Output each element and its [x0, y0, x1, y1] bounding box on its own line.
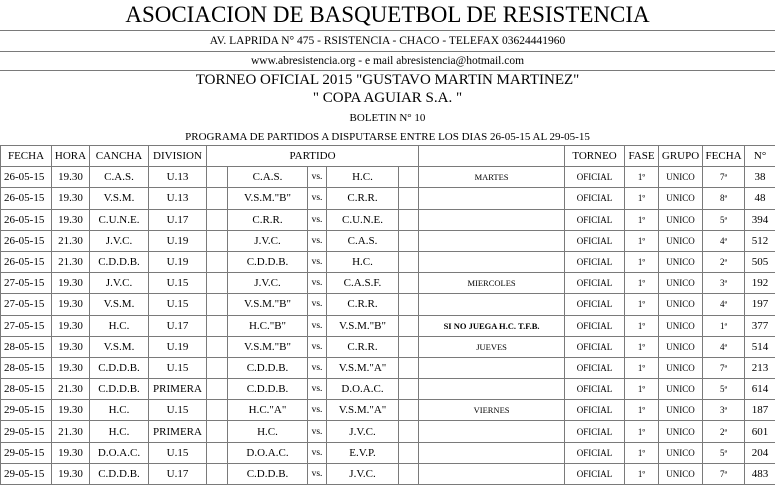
- cell-fase: 1º: [625, 188, 659, 209]
- cell-note: [419, 294, 565, 315]
- cell-fase: 1º: [625, 209, 659, 230]
- cell-fecha-numero: 7ª: [703, 357, 745, 378]
- table-row: [1, 167, 775, 188]
- cell-fase: 1º: [625, 442, 659, 463]
- cell-hora: 19.30: [52, 315, 90, 336]
- cell-cancha: H.C.: [90, 421, 149, 442]
- column-header-nota: [419, 146, 565, 167]
- cell-fase: 1º: [625, 273, 659, 294]
- cell-fase: 1º: [625, 336, 659, 357]
- cell-spacer-left: [207, 251, 228, 272]
- cell-cancha: C.U.N.E.: [90, 209, 149, 230]
- cell-visiting-team: J.V.C.: [327, 463, 399, 484]
- cell-vs: vs.: [308, 379, 327, 400]
- cell-numero: 192: [745, 273, 775, 294]
- cell-hora: 19.30: [52, 167, 90, 188]
- cell-note: [419, 209, 565, 230]
- cell-numero: 505: [745, 251, 775, 272]
- cell-spacer-left: [207, 379, 228, 400]
- cell-cancha: C.D.D.B.: [90, 251, 149, 272]
- schedule-table: [0, 145, 775, 485]
- cell-fecha: 29-05-15: [1, 400, 52, 421]
- cell-fase: 1º: [625, 379, 659, 400]
- cell-grupo: UNICO: [659, 209, 703, 230]
- column-header-fase: FASE: [625, 146, 659, 167]
- cell-visiting-team: C.U.N.E.: [327, 209, 399, 230]
- cell-hora: 19.30: [52, 294, 90, 315]
- cell-hora: 19.30: [52, 188, 90, 209]
- cell-grupo: UNICO: [659, 315, 703, 336]
- cell-grupo: UNICO: [659, 463, 703, 484]
- cell-division: U.13: [149, 167, 207, 188]
- cell-fecha-numero: 7ª: [703, 463, 745, 484]
- cell-division: U.15: [149, 400, 207, 421]
- cell-torneo: OFICIAL: [565, 357, 625, 378]
- cell-fecha: 28-05-15: [1, 336, 52, 357]
- cell-fecha-numero: 8ª: [703, 188, 745, 209]
- cell-local-team: J.V.C.: [228, 273, 308, 294]
- cell-local-team: H.C.: [228, 421, 308, 442]
- cell-vs: vs.: [308, 357, 327, 378]
- program-subtitle: PROGRAMA DE PARTIDOS A DISPUTARSE ENTRE LOS DIAS 26-05-15 AL 29-05-15: [185, 131, 590, 143]
- cell-local-team: C.R.R.: [228, 209, 308, 230]
- cell-torneo: OFICIAL: [565, 442, 625, 463]
- cell-division: U.19: [149, 251, 207, 272]
- cell-spacer-right: [399, 315, 419, 336]
- table-row: [1, 442, 775, 463]
- address-line: AV. LAPRIDA N° 475 - RSISTENCIA - CHACO - TELEFAX 03624441960: [0, 31, 775, 52]
- cell-spacer-right: [399, 251, 419, 272]
- cell-grupo: UNICO: [659, 421, 703, 442]
- cell-fecha-numero: 2ª: [703, 421, 745, 442]
- cell-numero: 48: [745, 188, 775, 209]
- cell-hora: 21.30: [52, 230, 90, 251]
- cell-division: U.19: [149, 230, 207, 251]
- cell-cancha: C.D.D.B.: [90, 463, 149, 484]
- column-header-fecha-numero: FECHA: [703, 146, 745, 167]
- cell-spacer-left: [207, 273, 228, 294]
- column-header-numero: N°: [745, 146, 775, 167]
- cell-visiting-team: C.R.R.: [327, 336, 399, 357]
- cell-fase: 1º: [625, 463, 659, 484]
- cell-fecha-numero: 3ª: [703, 400, 745, 421]
- cell-torneo: OFICIAL: [565, 167, 625, 188]
- cell-fecha: 29-05-15: [1, 442, 52, 463]
- cell-visiting-team: C.A.S.: [327, 230, 399, 251]
- cell-vs: vs.: [308, 294, 327, 315]
- cell-grupo: UNICO: [659, 379, 703, 400]
- cell-hora: 19.30: [52, 336, 90, 357]
- cell-vs: vs.: [308, 442, 327, 463]
- cell-spacer-left: [207, 421, 228, 442]
- column-header-hora: HORA: [52, 146, 90, 167]
- cell-spacer-right: [399, 167, 419, 188]
- cell-numero: 512: [745, 230, 775, 251]
- bulletin-title: BOLETIN N° 10: [349, 112, 426, 124]
- cell-grupo: UNICO: [659, 188, 703, 209]
- cell-grupo: UNICO: [659, 251, 703, 272]
- cell-division: U.17: [149, 463, 207, 484]
- table-row: [1, 421, 775, 442]
- cell-grupo: UNICO: [659, 442, 703, 463]
- cell-visiting-team: H.C.: [327, 251, 399, 272]
- cell-numero: 394: [745, 209, 775, 230]
- cell-hora: 19.30: [52, 442, 90, 463]
- cell-hora: 19.30: [52, 273, 90, 294]
- cell-numero: 38: [745, 167, 775, 188]
- tournament-title: TORNEO OFICIAL 2015 "GUSTAVO MARTIN MARTINEZ": [195, 72, 580, 88]
- cell-hora: 21.30: [52, 251, 90, 272]
- cell-cancha: C.D.D.B.: [90, 357, 149, 378]
- cell-local-team: C.D.D.B.: [228, 379, 308, 400]
- cell-torneo: OFICIAL: [565, 273, 625, 294]
- cell-vs: vs.: [308, 336, 327, 357]
- cell-note: [419, 442, 565, 463]
- cell-spacer-right: [399, 230, 419, 251]
- table-row: [1, 209, 775, 230]
- cell-fecha-numero: 1ª: [703, 315, 745, 336]
- cell-numero: 514: [745, 336, 775, 357]
- cell-vs: vs.: [308, 400, 327, 421]
- cell-fase: 1º: [625, 294, 659, 315]
- cell-fecha: 27-05-15: [1, 273, 52, 294]
- cell-vs: vs.: [308, 315, 327, 336]
- cell-numero: 614: [745, 379, 775, 400]
- cell-spacer-right: [399, 463, 419, 484]
- cell-cancha: V.S.M.: [90, 188, 149, 209]
- cell-grupo: UNICO: [659, 336, 703, 357]
- cell-torneo: OFICIAL: [565, 379, 625, 400]
- cell-local-team: H.C."B": [228, 315, 308, 336]
- cell-cancha: C.A.S.: [90, 167, 149, 188]
- cell-fecha-numero: 4ª: [703, 336, 745, 357]
- cell-fase: 1º: [625, 167, 659, 188]
- cell-visiting-team: V.S.M."A": [327, 357, 399, 378]
- cell-local-team: C.A.S.: [228, 167, 308, 188]
- cell-cancha: J.V.C.: [90, 273, 149, 294]
- cell-hora: 21.30: [52, 421, 90, 442]
- cell-spacer-left: [207, 188, 228, 209]
- table-header-row: [1, 146, 775, 167]
- cell-fecha-numero: 2ª: [703, 251, 745, 272]
- cell-visiting-team: C.R.R.: [327, 294, 399, 315]
- cell-spacer-right: [399, 188, 419, 209]
- cell-spacer-right: [399, 442, 419, 463]
- cell-cancha: D.O.A.C.: [90, 442, 149, 463]
- column-header-cancha: CANCHA: [90, 146, 149, 167]
- cell-grupo: UNICO: [659, 400, 703, 421]
- cup-title: " COPA AGUIAR S.A. ": [312, 90, 463, 106]
- cell-torneo: OFICIAL: [565, 230, 625, 251]
- cell-fecha: 27-05-15: [1, 294, 52, 315]
- document-title: ASOCIACION DE BASQUETBOL DE RESISTENCIA: [0, 0, 775, 31]
- cell-grupo: UNICO: [659, 273, 703, 294]
- cell-note: [419, 230, 565, 251]
- column-header-division: DIVISION: [149, 146, 207, 167]
- cell-local-team: V.S.M."B": [228, 294, 308, 315]
- cell-torneo: OFICIAL: [565, 463, 625, 484]
- cell-spacer-right: [399, 421, 419, 442]
- cell-division: U.15: [149, 442, 207, 463]
- cell-hora: 19.30: [52, 463, 90, 484]
- cell-vs: vs.: [308, 230, 327, 251]
- cell-vs: vs.: [308, 421, 327, 442]
- cell-torneo: OFICIAL: [565, 209, 625, 230]
- cell-visiting-team: J.V.C.: [327, 421, 399, 442]
- cell-cancha: V.S.M.: [90, 294, 149, 315]
- cell-fecha-numero: 5ª: [703, 442, 745, 463]
- table-row: [1, 188, 775, 209]
- cell-division: U.17: [149, 209, 207, 230]
- cell-spacer-right: [399, 379, 419, 400]
- cell-division: U.15: [149, 357, 207, 378]
- cell-grupo: UNICO: [659, 357, 703, 378]
- cell-fecha: 26-05-15: [1, 188, 52, 209]
- cell-torneo: OFICIAL: [565, 294, 625, 315]
- cell-note: [419, 357, 565, 378]
- column-header-grupo: GRUPO: [659, 146, 703, 167]
- cell-note: [419, 463, 565, 484]
- cell-division: PRIMERA: [149, 379, 207, 400]
- cell-numero: 187: [745, 400, 775, 421]
- cell-note: MARTES: [419, 167, 565, 188]
- cell-visiting-team: H.C.: [327, 167, 399, 188]
- cell-division: U.19: [149, 336, 207, 357]
- cell-spacer-right: [399, 336, 419, 357]
- table-row: [1, 315, 775, 336]
- cell-local-team: V.S.M."B": [228, 336, 308, 357]
- cell-spacer-left: [207, 357, 228, 378]
- cell-cancha: J.V.C.: [90, 230, 149, 251]
- cell-fecha: 29-05-15: [1, 463, 52, 484]
- cell-spacer-left: [207, 442, 228, 463]
- cell-fase: 1º: [625, 230, 659, 251]
- cell-vs: vs.: [308, 209, 327, 230]
- cell-fase: 1º: [625, 421, 659, 442]
- cell-fecha: 26-05-15: [1, 209, 52, 230]
- cell-fecha: 27-05-15: [1, 315, 52, 336]
- cell-spacer-left: [207, 294, 228, 315]
- cell-hora: 19.30: [52, 357, 90, 378]
- cell-division: PRIMERA: [149, 421, 207, 442]
- cell-fase: 1º: [625, 315, 659, 336]
- cell-local-team: J.V.C.: [228, 230, 308, 251]
- cell-local-team: C.D.D.B.: [228, 251, 308, 272]
- cell-spacer-left: [207, 167, 228, 188]
- cell-cancha: H.C.: [90, 315, 149, 336]
- cell-grupo: UNICO: [659, 230, 703, 251]
- cell-spacer-right: [399, 357, 419, 378]
- cell-division: U.13: [149, 188, 207, 209]
- cell-local-team: H.C."A": [228, 400, 308, 421]
- cell-fecha-numero: 5ª: [703, 379, 745, 400]
- cell-note: JUEVES: [419, 336, 565, 357]
- cell-note: SI NO JUEGA H.C. T.F.B.: [419, 315, 565, 336]
- cell-visiting-team: D.O.A.C.: [327, 379, 399, 400]
- cell-visiting-team: C.A.S.F.: [327, 273, 399, 294]
- cell-note: [419, 251, 565, 272]
- cell-fecha-numero: 4ª: [703, 230, 745, 251]
- cell-note: [419, 421, 565, 442]
- cell-fase: 1º: [625, 251, 659, 272]
- cell-local-team: D.O.A.C.: [228, 442, 308, 463]
- table-row: [1, 379, 775, 400]
- table-row: [1, 294, 775, 315]
- cell-note: MIERCOLES: [419, 273, 565, 294]
- cell-visiting-team: C.R.R.: [327, 188, 399, 209]
- cell-grupo: UNICO: [659, 294, 703, 315]
- cell-spacer-left: [207, 400, 228, 421]
- column-header-fecha: FECHA: [1, 146, 52, 167]
- cell-spacer-right: [399, 209, 419, 230]
- cell-numero: 213: [745, 357, 775, 378]
- table-row: [1, 357, 775, 378]
- cell-vs: vs.: [308, 188, 327, 209]
- cell-note: [419, 379, 565, 400]
- cell-grupo: UNICO: [659, 167, 703, 188]
- cell-numero: 601: [745, 421, 775, 442]
- cell-local-team: C.D.D.B.: [228, 357, 308, 378]
- cell-fecha: 28-05-15: [1, 357, 52, 378]
- cell-cancha: H.C.: [90, 400, 149, 421]
- cell-numero: 483: [745, 463, 775, 484]
- cell-division: U.15: [149, 273, 207, 294]
- cell-vs: vs.: [308, 463, 327, 484]
- cell-fecha-numero: 3ª: [703, 273, 745, 294]
- cell-spacer-left: [207, 315, 228, 336]
- cell-vs: vs.: [308, 273, 327, 294]
- cell-note: [419, 188, 565, 209]
- cell-torneo: OFICIAL: [565, 315, 625, 336]
- cell-torneo: OFICIAL: [565, 251, 625, 272]
- cell-cancha: V.S.M.: [90, 336, 149, 357]
- contact-line: www.abresistencia.org - e mail abresistencia@hotmail.com: [0, 52, 775, 71]
- table-row: [1, 273, 775, 294]
- cell-cancha: C.D.D.B.: [90, 379, 149, 400]
- cell-fecha: 26-05-15: [1, 167, 52, 188]
- column-header-partido: PARTIDO: [207, 146, 419, 167]
- cell-hora: 19.30: [52, 400, 90, 421]
- cell-spacer-right: [399, 294, 419, 315]
- table-row: [1, 400, 775, 421]
- cell-local-team: V.S.M."B": [228, 188, 308, 209]
- cell-fecha: 28-05-15: [1, 379, 52, 400]
- table-row: [1, 230, 775, 251]
- schedule-body: [1, 167, 775, 485]
- cell-fecha-numero: 5ª: [703, 209, 745, 230]
- cell-division: U.17: [149, 315, 207, 336]
- cell-spacer-right: [399, 273, 419, 294]
- cell-fase: 1º: [625, 400, 659, 421]
- cell-fecha-numero: 7ª: [703, 167, 745, 188]
- cell-fecha: 26-05-15: [1, 230, 52, 251]
- cell-hora: 21.30: [52, 379, 90, 400]
- table-row: [1, 251, 775, 272]
- cell-spacer-left: [207, 230, 228, 251]
- cell-numero: 204: [745, 442, 775, 463]
- cell-spacer-left: [207, 336, 228, 357]
- cell-hora: 19.30: [52, 209, 90, 230]
- cell-fase: 1º: [625, 357, 659, 378]
- cell-spacer-right: [399, 400, 419, 421]
- cell-visiting-team: V.S.M."A": [327, 400, 399, 421]
- cell-spacer-left: [207, 463, 228, 484]
- cell-visiting-team: E.V.P.: [327, 442, 399, 463]
- cell-torneo: OFICIAL: [565, 421, 625, 442]
- cell-torneo: OFICIAL: [565, 336, 625, 357]
- cell-division: U.15: [149, 294, 207, 315]
- cell-numero: 197: [745, 294, 775, 315]
- cell-numero: 377: [745, 315, 775, 336]
- cell-visiting-team: V.S.M."B": [327, 315, 399, 336]
- cell-fecha-numero: 4ª: [703, 294, 745, 315]
- cell-vs: vs.: [308, 251, 327, 272]
- cell-note: VIERNES: [419, 400, 565, 421]
- cell-fecha: 29-05-15: [1, 421, 52, 442]
- cell-torneo: OFICIAL: [565, 400, 625, 421]
- cell-vs: vs.: [308, 167, 327, 188]
- cell-fecha: 26-05-15: [1, 251, 52, 272]
- cell-spacer-left: [207, 209, 228, 230]
- table-row: [1, 336, 775, 357]
- table-row: [1, 463, 775, 484]
- column-header-torneo: TORNEO: [565, 146, 625, 167]
- cell-torneo: OFICIAL: [565, 188, 625, 209]
- cell-local-team: C.D.D.B.: [228, 463, 308, 484]
